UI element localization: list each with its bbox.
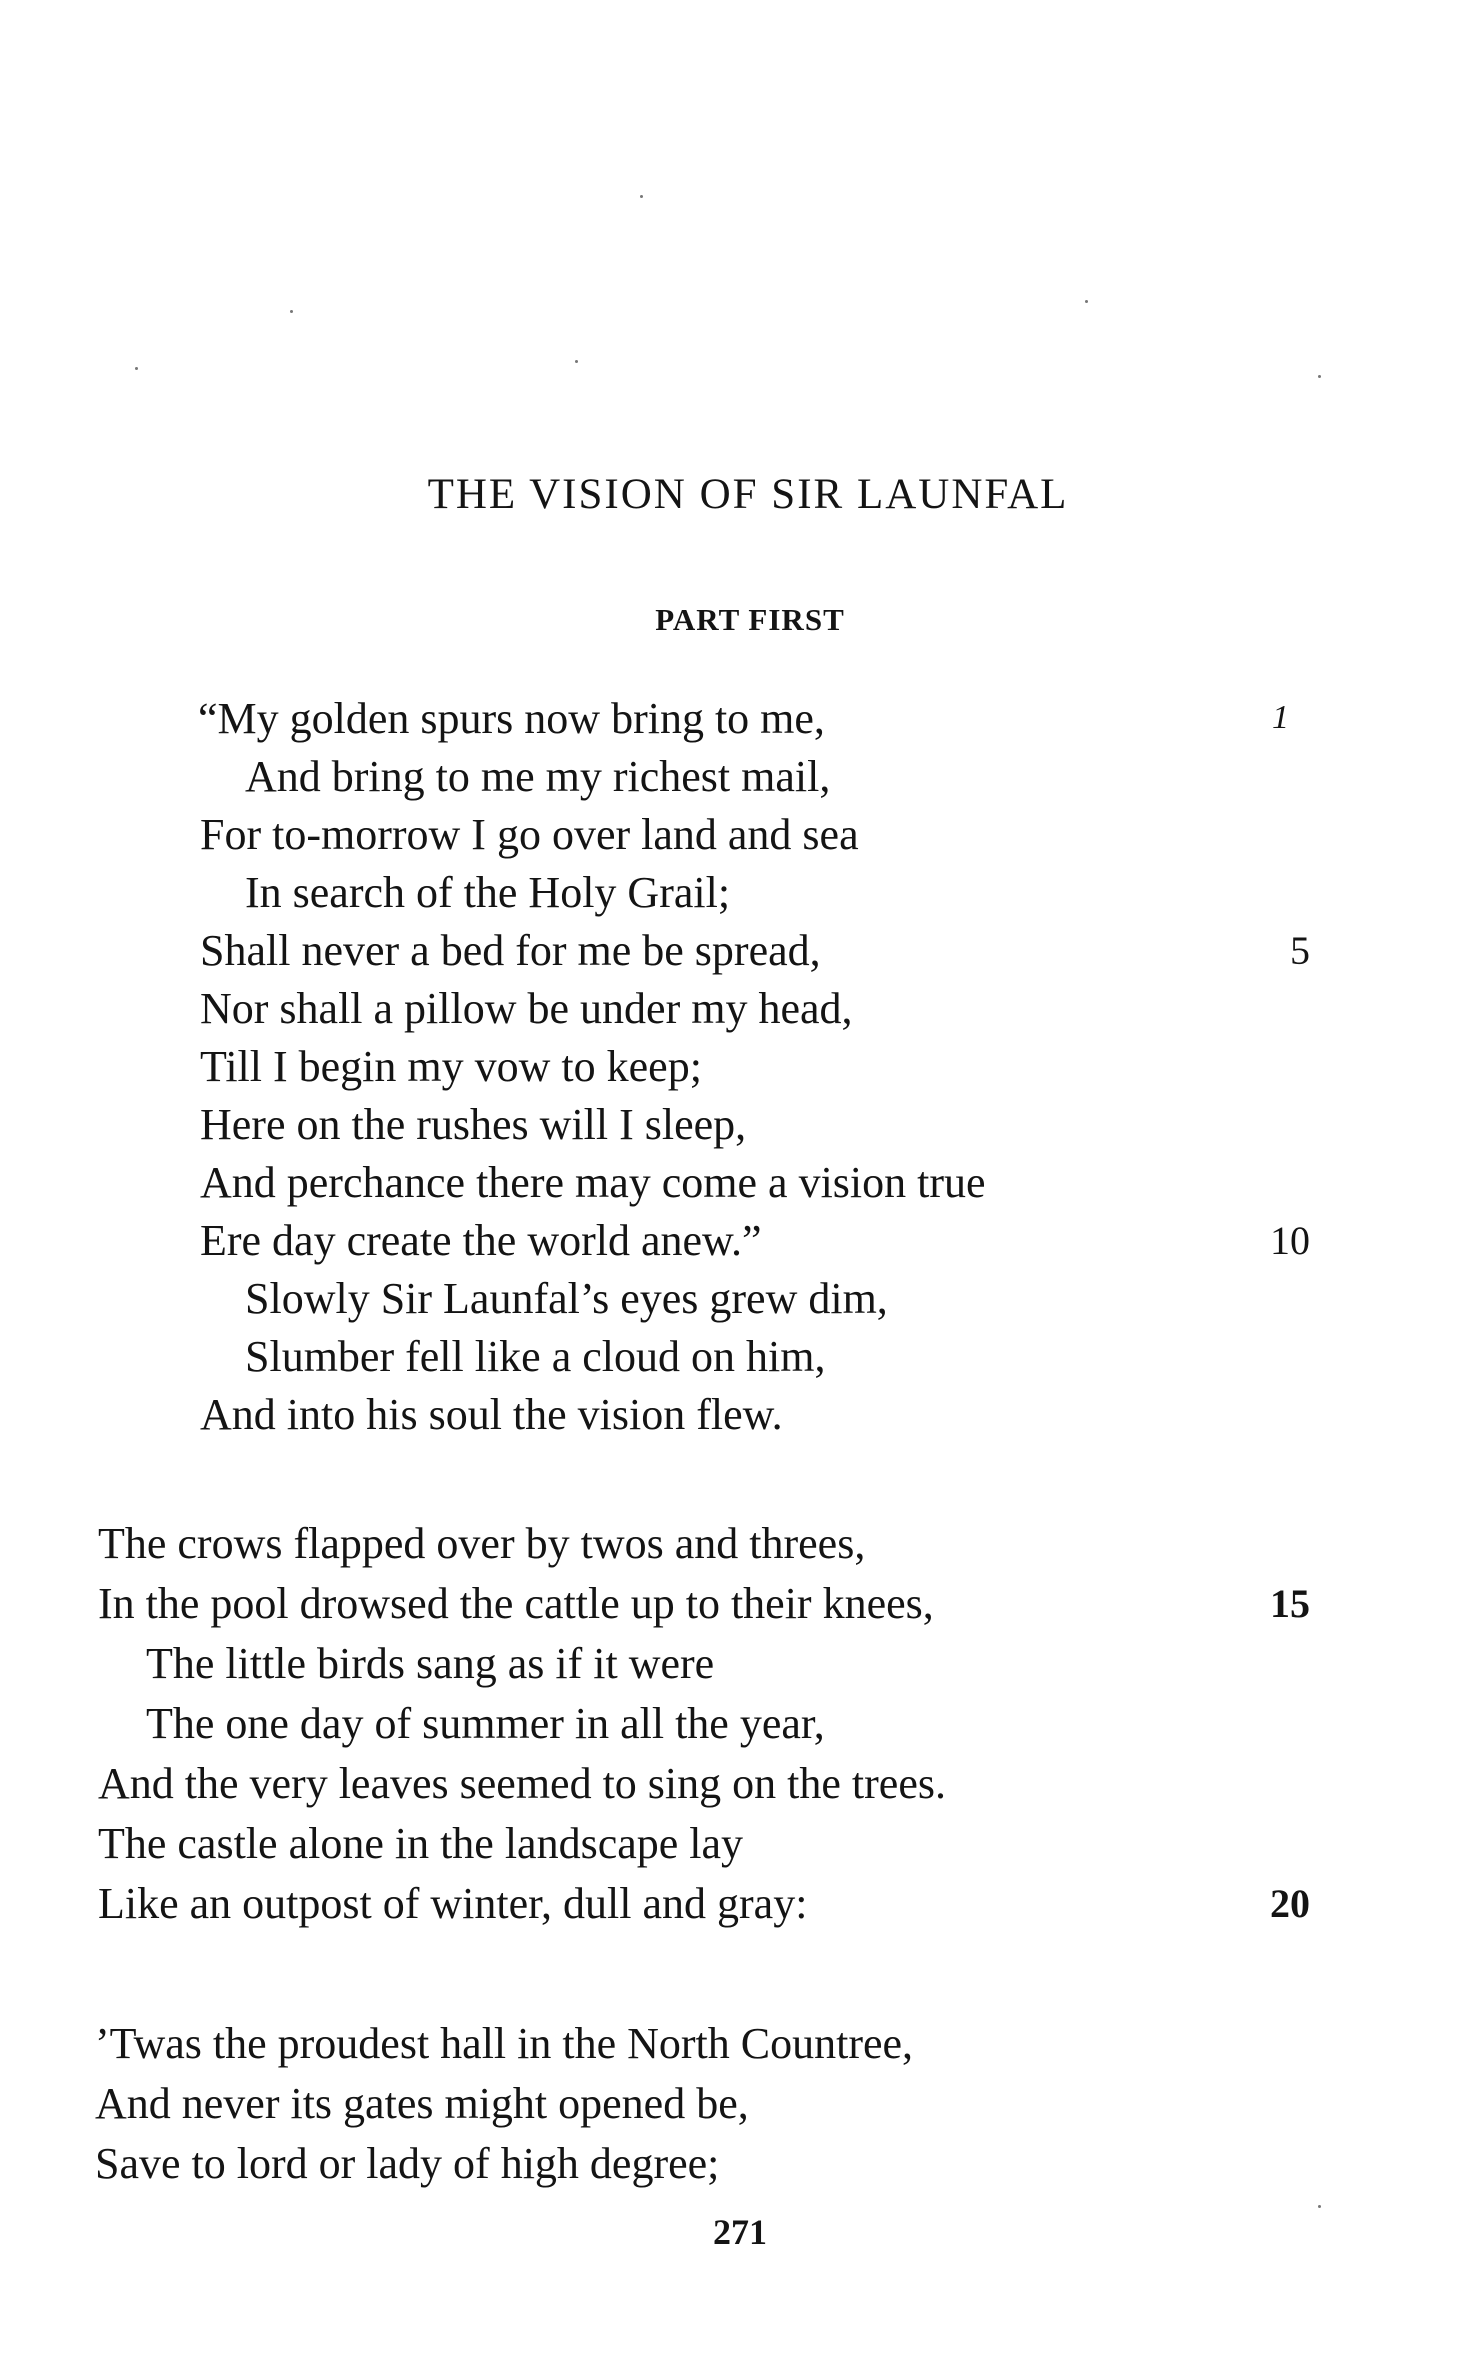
verse-line: Here on the rushes will I sleep,: [200, 1100, 747, 1149]
verse-line: And never its gates might opened be,: [95, 2079, 749, 2128]
page-number: 271: [713, 2212, 767, 2252]
poem-title: THE VISION OF SIR LAUNFAL: [427, 471, 1069, 518]
part-heading: PART FIRST: [655, 602, 845, 637]
verse-line: For to-morrow I go over land and sea: [200, 810, 859, 859]
line-number: 15: [1270, 1581, 1310, 1626]
verse-line: The castle alone in the landscape lay: [98, 1819, 744, 1868]
verse-line: The crows flapped over by twos and threes,: [98, 1519, 866, 1568]
margin-mark: 1: [1272, 699, 1289, 736]
paper-speck: [1318, 2205, 1321, 2208]
verse-line: Slowly Sir Launfal’s eyes grew dim,: [245, 1274, 888, 1323]
line-number: 5: [1290, 928, 1310, 973]
verse-line: And bring to me my richest mail,: [245, 752, 831, 801]
verse-line: Till I begin my vow to keep;: [200, 1042, 702, 1091]
line-number: 10: [1270, 1218, 1310, 1263]
verse-line: Ere day create the world anew.”: [200, 1216, 762, 1265]
verse-line: And perchance there may come a vision true: [200, 1158, 986, 1207]
verse-line: In the pool drowsed the cattle up to their knees,: [98, 1579, 934, 1628]
verse-line: “My golden spurs now bring to me,: [198, 694, 825, 743]
verse-line: Shall never a bed for me be spread,: [200, 926, 821, 975]
verse-line: The one day of summer in all the year,: [146, 1699, 825, 1748]
paper-speck: [1085, 300, 1088, 303]
paper-speck: [290, 310, 293, 313]
verse-line: Like an outpost of winter, dull and gray:: [98, 1879, 808, 1928]
paper-speck: [575, 360, 578, 363]
line-number: 20: [1270, 1881, 1310, 1926]
verse-line: Nor shall a pillow be under my head,: [200, 984, 853, 1033]
verse-line: Save to lord or lady of high degree;: [95, 2139, 720, 2188]
paper-speck: [640, 195, 643, 198]
verse-line: And into his soul the vision flew.: [200, 1390, 783, 1439]
verse-line: ’Twas the proudest hall in the North Countree,: [95, 2019, 914, 2068]
verse-line: In search of the Holy Grail;: [245, 868, 731, 917]
verse-line: Slumber fell like a cloud on him,: [245, 1332, 826, 1381]
verse-line: The little birds sang as if it were: [146, 1639, 715, 1688]
verse-line: And the very leaves seemed to sing on the trees.: [98, 1759, 946, 1808]
paper-speck: [1318, 375, 1321, 378]
paper-speck: [135, 367, 138, 370]
